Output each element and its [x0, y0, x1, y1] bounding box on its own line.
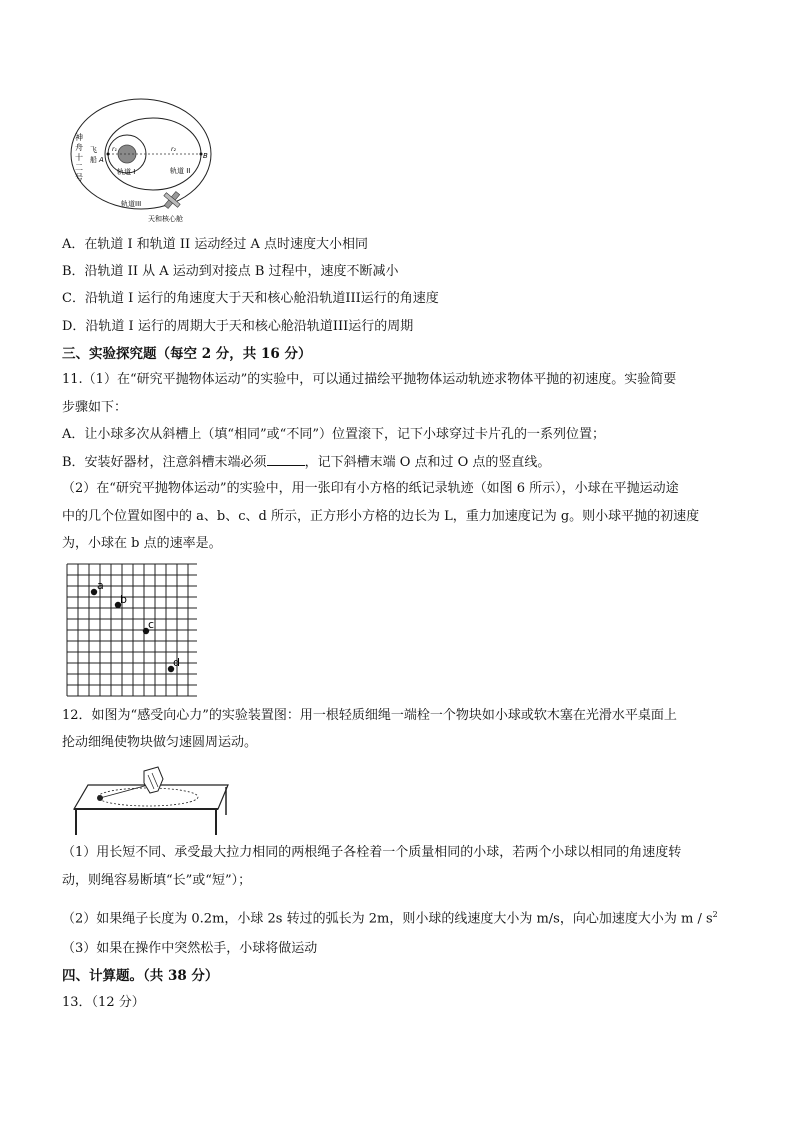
- trajectory-grid: [66, 563, 198, 697]
- station-label: 天和核心舱: [148, 215, 183, 223]
- q11-part2-line-3: 为，小球在 b 点的速率是。: [62, 536, 222, 551]
- q12-sub3: （3）如果在操作中突然松手，小球将做运动: [62, 941, 318, 956]
- circular-path: [98, 788, 198, 806]
- vertical-label-1: 神: [75, 133, 83, 142]
- q11-step-b-after: ，记下斜槽末端 O 点和过 O 点的竖直线。: [304, 455, 551, 470]
- point-c-text: c: [148, 618, 155, 631]
- q11-step-b: [62, 453, 550, 472]
- vertical-label-2: 舟: [75, 143, 83, 152]
- space-station-icon: [159, 187, 184, 212]
- vertical-label-3: 十: [75, 153, 83, 162]
- q11-step-a: A．让小球多次从斜槽上（填“相同”或“不同”）位置滚下，记下小球穿过卡片孔的一系列位置；: [62, 427, 605, 442]
- point-b-label: B: [203, 152, 208, 160]
- q12-line-1: 12．如图为“感受向心力”的实验装置图：用一根轻质细绳一端栓一个物块如小球或软木塞在光滑水平桌面上: [62, 708, 677, 723]
- hand-icon: [144, 767, 163, 793]
- spacecraft-label-2: 船: [90, 156, 97, 164]
- r2-label: r₂: [171, 146, 176, 153]
- answer-blank: [267, 453, 305, 466]
- orbit-2-label: 轨道 II: [170, 167, 191, 175]
- q12-sub2-text: （2）如果绳子长度为 0.2m，小球 2s 转过的弧长为 2m，则小球的线速度大小为 m/s，向心加速度大小为 m / s: [62, 911, 713, 927]
- orbit-3-label: 轨道III: [121, 200, 142, 208]
- vertical-label-4: 二: [75, 163, 83, 172]
- point-a-dot: [107, 153, 110, 156]
- q12-sub1-line-1: （1）用长短不同、承受最大拉力相同的两根绳子各栓着一个质量相同的小球，若两个小球以相同的角速度转: [62, 845, 682, 860]
- option-d: D．沿轨道 I 运行的周期大于天和核心舱沿轨道III运行的周期: [62, 319, 414, 334]
- point-b-text: b: [120, 593, 127, 606]
- section-4-title: 四、计算题。（共 38 分）: [62, 968, 219, 984]
- q11-step-b-before: B．安装好器材，注意斜槽末端必须: [62, 455, 267, 470]
- q11-line-1: 11.（1）在“研究平抛物体运动”的实验中，可以通过描绘平抛物体运动轨迹求物体平抛的初速度。实验简要: [62, 372, 677, 387]
- spacecraft-label-1: 飞: [90, 146, 97, 154]
- point-a-label: A: [99, 156, 104, 164]
- q12-sub2: [62, 906, 718, 928]
- option-c: C．沿轨道 I 运行的角速度大于天和核心舱沿轨道III运行的角速度: [62, 291, 439, 306]
- point-d-text: d: [173, 656, 180, 669]
- string: [100, 785, 148, 798]
- point-a-text: a: [97, 579, 104, 592]
- section-3-title: 三、实验探究题（每空 2 分，共 16 分）: [62, 346, 312, 362]
- orbit-1-label: 轨道 I: [117, 168, 136, 176]
- q12-line-2: 抡动细绳使物块做匀速圆周运动。: [62, 735, 258, 750]
- option-a: A．在轨道 I 和轨道 II 运动经过 A 点时速度大小相同: [62, 237, 368, 252]
- q12-sub2-exponent: 2: [712, 910, 718, 919]
- option-b: B．沿轨道 II 从 A 运动到对接点 B 过程中，速度不断减小: [62, 264, 399, 279]
- table-apparatus: [68, 765, 238, 837]
- vertical-label-5: 号: [75, 173, 83, 182]
- q13-label: 13．（12 分）: [62, 995, 145, 1010]
- orbit-diagram: [68, 96, 218, 228]
- r1-label: r₁: [112, 146, 117, 153]
- q11-line-2: 步骤如下：: [62, 400, 128, 415]
- q11-part2-line-2: 中的几个位置如图中的 a、b、c、d 所示，正方形小方格的边长为 L，重力加速度记为 g。则小球平抛的初速度: [62, 509, 700, 524]
- q11-part2-line-1: （2）在“研究平抛物体运动”的实验中，用一张印有小方格的纸记录轨迹（如图 6 所示），小球在平抛运动途: [62, 481, 679, 496]
- q12-sub1-line-2: 动，则绳容易断填“长”或“短”）；: [62, 873, 252, 888]
